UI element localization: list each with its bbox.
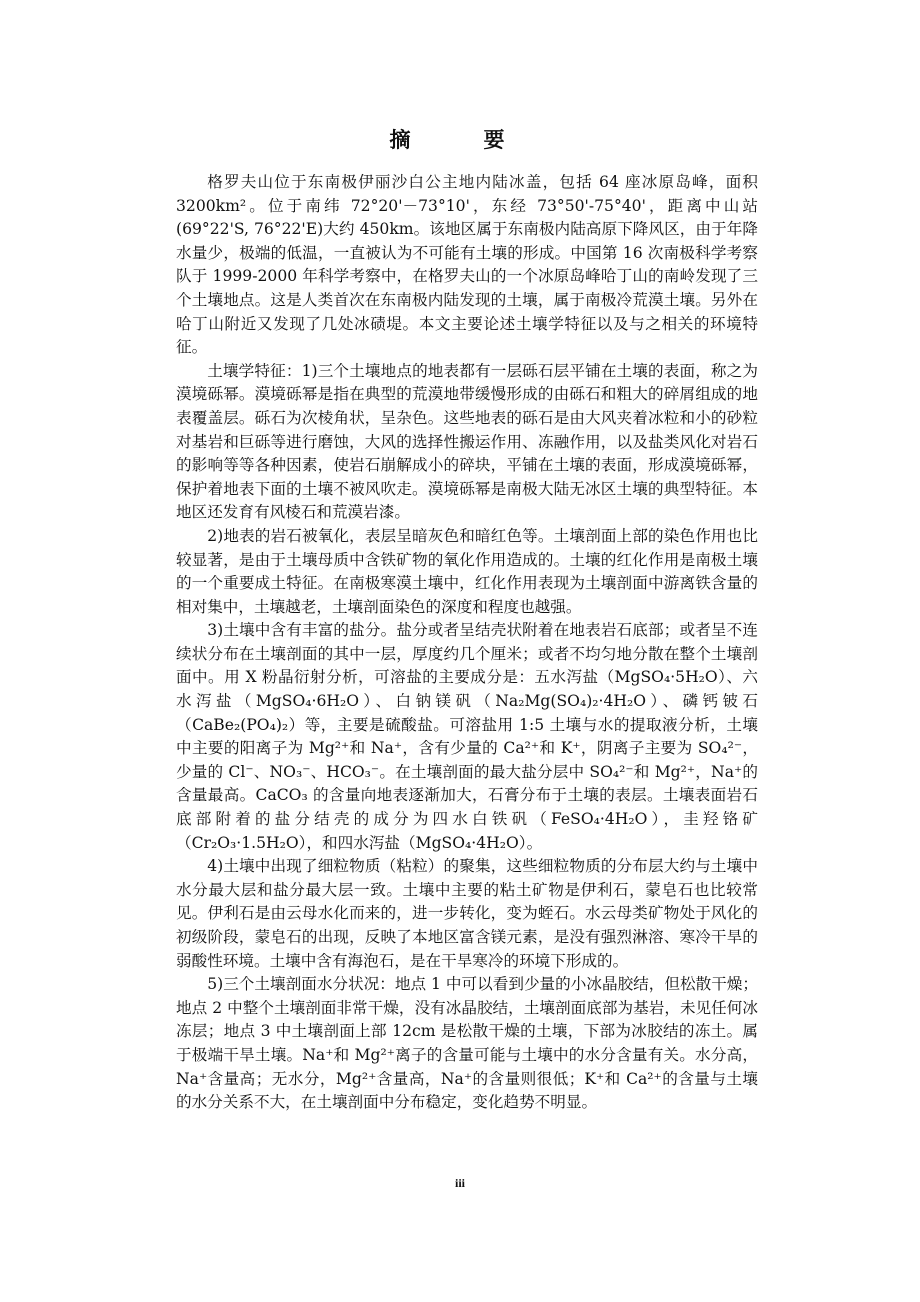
paragraph-feature-4: 4)土壤中出现了细粒物质（粘粒）的聚集，这些细粒物质的分布层大约与土壤中水分最大层和盐分最大层一致。土壤中主要的粘土矿物是伊利石，蒙皂石也比较常见。伊利石是由云母水化而来的，进一步转化，变为蛭石。水云母类矿物处于风化的初级阶段，蒙皂石的出现，反映了本地区富含镁元素，是没有强烈淋溶、寒冷干旱的弱酸性环境。土壤中含有海泡石，是在干旱寒冷的环境下形成的。 xyxy=(176,857,758,970)
page-title: 摘 要 xyxy=(389,127,531,152)
page-number: iii xyxy=(454,1176,465,1190)
paragraph-intro: 格罗夫山位于东南极伊丽沙白公主地内陆冰盖，包括 64 座冰原岛峰，面积 3200km²。位于南纬 72°20'－73°10'，东经 73°50'-75°40'，距离中山站(69°22'S, 76°22'E)大约 450km。该地区属于东南极内陆高原下降风区，由于年降水量少，极端的低温，一直被认为不可能有土壤的形成。中国第 16 次南极科学考察队于 1999-2000 年科学考察中，在格罗夫山的一个冰原岛峰哈丁山的南岭发现了三个土壤地点。这是人类首次在东南极内陆发现的土壤，属于南极冷荒漠土壤。另外在哈丁山附近又发现了几处冰碛堤。本文主要论述土壤学特征以及与之相关的环境特征。 xyxy=(176,173,758,357)
paragraph-feature-5: 5)三个土壤剖面水分状况：地点 1 中可以看到少量的小冰晶胶结，但松散干燥；地点 2 中整个土壤剖面非常干燥，没有冰晶胶结，土壤剖面底部为基岩，未见任何冰冻层；地点 3 中土壤剖面上部 12cm 是松散干燥的土壤，下部为冰胶结的冻土。属于极端干旱土壤。Na⁺和 Mg²⁺离子的含量可能与土壤中的水分含量有关。水分高，Na⁺含量高；无水分，Mg²⁺含量高，Na⁺的含量则很低；K⁺和 Ca²⁺的含量与土壤的水分关系不大，在土壤剖面中分布稳定，变化趋势不明显。 xyxy=(176,975,758,1112)
paragraph-feature-1: 土壤学特征：1)三个土壤地点的地表都有一层砾石层平铺在土壤的表面，称之为漠境砾幂。漠境砾幂是指在典型的荒漠地带缓慢形成的由砾石和粗大的碎屑组成的地表覆盖层。砾石为次棱角状，呈杂色。这些地表的砾石是由大风夹着冰粒和小的砂粒对基岩和巨砾等进行磨蚀，大风的选择性搬运作用、冻融作用，以及盐类风化对岩石的影响等等各种因素，使岩石崩解成小的碎块，平铺在土壤的表面，形成漠境砾幂，保护着地表下面的土壤不被风吹走。漠境砾幂是南极大陆无冰区土壤的典型特征。本地区还发育有风棱石和荒漠岩漆。 xyxy=(176,361,758,522)
paragraph-feature-3: 3)土壤中含有丰富的盐分。盐分或者呈结壳状附着在地表岩石底部；或者呈不连续状分布在土壤剖面的其中一层，厚度约几个厘米；或者不均匀地分散在整个土壤剖面中。用 X 粉晶衍射分析，可溶盐的主要成分是：五水泻盐（MgSO₄·5H₂O）、六水泻盐（MgSO₄·6H₂O）、白钠镁矾（Na₂Mg(SO₄)₂·4H₂O）、磷钙铍石（CaBe₂(PO₄)₂）等，主要是硫酸盐。可溶盐用 1:5 土壤与水的提取液分析，土壤中主要的阳离子为 Mg²⁺和 Na⁺，含有少量的 Ca²⁺和 K⁺，阴离子主要为 SO₄²⁻，少量的 Cl⁻、NO₃⁻、HCO₃⁻。在土壤剖面的最大盐分层中 SO₄²⁻和 Mg²⁺，Na⁺的含量最高。CaCO₃ 的含量向地表逐渐加大，石膏分布于土壤的表层。土壤表面岩石底部附着的盐分结壳的成分为四水白铁矾（FeSO₄·4H₂O），圭羟铬矿（Cr₂O₃·1.5H₂O），和四水泻盐（MgSO₄·4H₂O）。 xyxy=(176,621,758,852)
paragraph-feature-2: 2)地表的岩石被氧化，表层呈暗灰色和暗红色等。土壤剖面上部的染色作用也比较显著，是由于土壤母质中含铁矿物的氧化作用造成的。土壤的红化作用是南极土壤的一个重要成土特征。在南极寒漠土壤中，红化作用表现为土壤剖面中游离铁含量的相对集中，土壤越老，土壤剖面染色的深度和程度也越强。 xyxy=(176,526,758,616)
abstract-body xyxy=(176,171,758,1115)
